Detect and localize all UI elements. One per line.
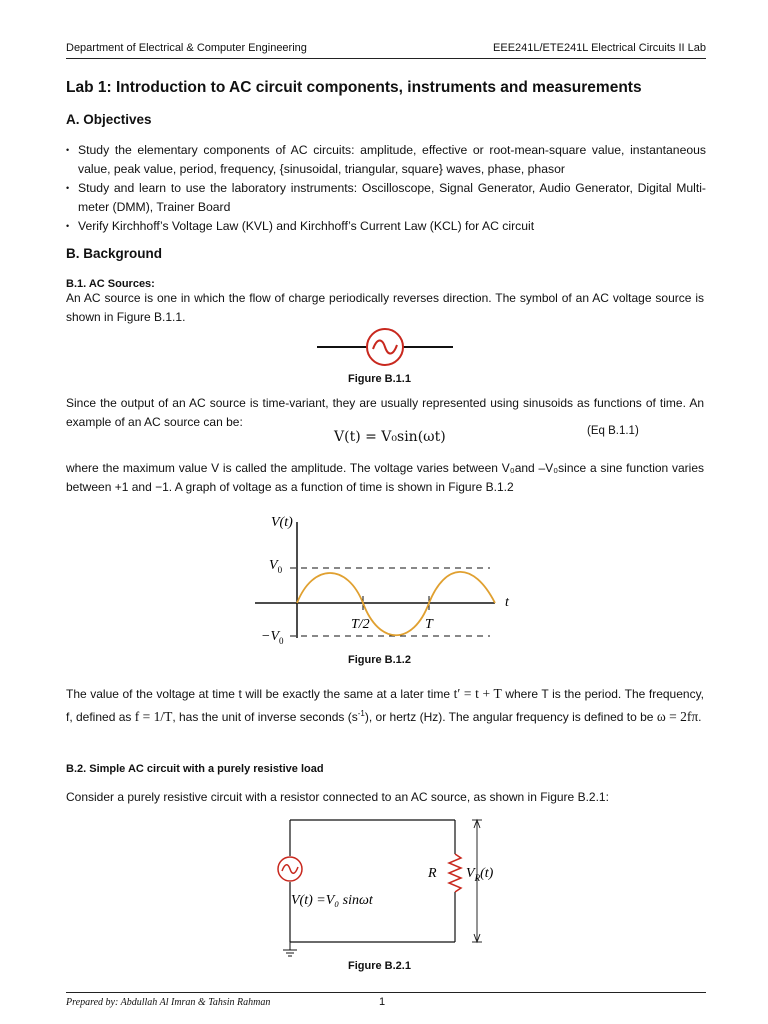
resistor-voltage-label: $V_R(t)$	[466, 866, 494, 883]
figure-b21-caption: Figure B.2.1	[348, 960, 411, 972]
b1-heading: B.1. AC Sources:	[66, 278, 155, 290]
formula-frequency: f = 1/T	[134, 709, 173, 724]
half-period-label: T/2	[351, 617, 370, 632]
formula-t-prime: t′ = t + T	[453, 686, 502, 701]
equation-label: (Eq B.1.1)	[587, 425, 639, 437]
b2-heading: B.2. Simple AC circuit with a purely resistive load	[66, 763, 324, 775]
section-a-heading: A. Objectives	[66, 112, 152, 127]
resistor-symbol	[449, 854, 461, 892]
source-voltage-label: V(t) =V₀ sinωt	[291, 893, 373, 908]
page-footer	[66, 992, 706, 1015]
b1-paragraph-4: The value of the voltage at time t will be exactly the same at a later time t′ = t + T where T is the period. The frequency, f, defined as f = 1/T, has the unit of inverse seconds $(s^{-1})$, or hertz (Hz). The angular frequency is defined to be ω = 2fπ.	[66, 686, 705, 724]
figure-b12-caption: Figure B.1.2	[348, 654, 411, 666]
page-number: 1	[379, 996, 386, 1008]
section-b-heading: B. Background	[66, 246, 163, 261]
b1-paragraph-3: where the maximum value V is called the amplitude. The voltage varies between V₀and –V₀since a sine function varies between +1 and −1. A graph of voltage as a function of time is shown in Figure B.1.2	[66, 461, 704, 494]
equation-b11: V(t) = V₀sin(ωt)	[334, 429, 446, 445]
resistor-label: R	[428, 866, 437, 881]
objectives-list	[66, 141, 706, 236]
period-label: T	[425, 617, 433, 632]
voltage-time-graph	[255, 508, 525, 656]
neg-v0-label: $-V_0$	[261, 629, 284, 646]
objective-item: • Study and learn to use the laboratory instruments: Oscilloscope, Signal Generator, Audio Generator, Digital Multi-meter (DMM), Trainer Board	[66, 179, 706, 217]
figure-b11-caption: Figure B.1.1	[348, 373, 411, 385]
ac-source-symbol	[315, 318, 455, 374]
v0-label: $V_0$	[269, 558, 283, 575]
resistive-circuit-diagram	[270, 812, 510, 962]
header-department: Department of Electrical & Computer Engineering	[66, 42, 307, 54]
objective-item: • Verify Kirchhoff’s Voltage Law (KVL) and Kirchhoff’s Current Law (KCL) for AC circuit	[66, 217, 706, 236]
b2-paragraph: Consider a purely resistive circuit with a resistor connected to an AC source, as shown in Figure B.2.1:	[66, 790, 609, 804]
formula-angular: ω = 2fπ	[656, 709, 699, 724]
page-header	[66, 40, 706, 59]
prepared-by: Prepared by: Abdullah Al Imran & Tahsin Rahman	[66, 997, 271, 1008]
y-axis-label: V(t)	[271, 515, 293, 530]
header-course: EEE241L/ETE241L Electrical Circuits II Lab	[493, 42, 706, 54]
objective-item: • Study the elementary components of AC circuits: amplitude, effective or root-mean-square value, instantaneous value, peak value, period, frequency, {sinusoidal, triangular, square} waves, phase, phasor	[66, 141, 706, 179]
b1-paragraph-2: Since the output of an AC source is time-variant, they are usually represented using sinusoids as functions of time. An example of an AC source can be:	[66, 396, 704, 429]
b1-paragraph-1: An AC source is one in which the flow of charge periodically reverses direction. The symbol of an AC voltage source is shown in Figure B.1.1.	[66, 291, 704, 324]
page-title: Lab 1: Introduction to AC circuit components, instruments and measurements	[66, 79, 642, 96]
t-axis-label: t	[505, 595, 509, 610]
